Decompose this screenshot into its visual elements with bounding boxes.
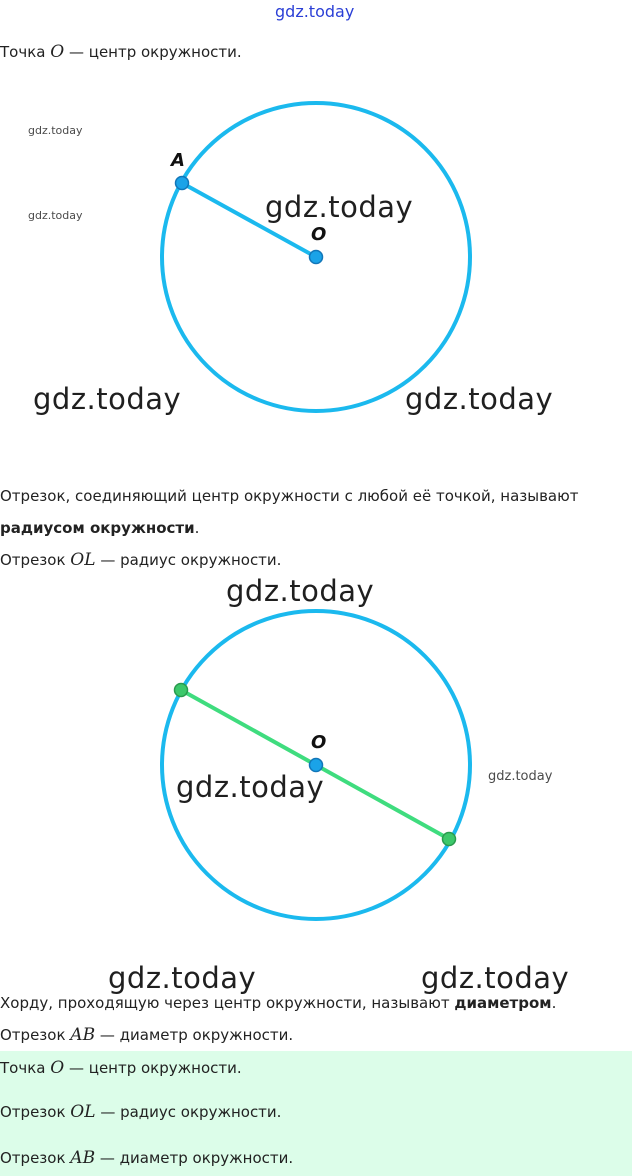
math-var: OL — [70, 550, 96, 570]
label-a: A — [171, 150, 185, 171]
summary-item-diameter — [0, 1148, 293, 1168]
line-prefix: Отрезок — [0, 1149, 66, 1167]
point-a — [176, 177, 189, 190]
point-end-2 — [443, 833, 456, 846]
line-prefix: Отрезок — [0, 1103, 66, 1121]
summary-item-center — [0, 1058, 242, 1078]
line-suffix: — центр окружности. — [68, 43, 242, 61]
diameter-text: Хорду, проходящую через центр окружности, называют — [0, 994, 450, 1012]
summary-box — [0, 1051, 632, 1176]
watermark-large-4: gdz.today — [226, 574, 375, 608]
line-suffix: — центр окружности. — [68, 1059, 242, 1077]
watermark-large-6: gdz.today — [108, 961, 257, 995]
line-radius-example — [0, 550, 281, 570]
diameter-definition — [0, 993, 556, 1013]
watermark-small-3: gdz.today — [488, 769, 553, 784]
label-o-2: O — [311, 732, 327, 753]
watermark-large-3: gdz.today — [405, 382, 554, 416]
line-prefix: Отрезок — [0, 1026, 66, 1044]
term-diameter: диаметром — [454, 994, 552, 1012]
watermark-large-7: gdz.today — [421, 961, 570, 995]
figure-radius — [162, 103, 470, 411]
period: . — [551, 994, 557, 1012]
line-suffix: — диаметр окружности. — [99, 1149, 294, 1167]
period: . — [194, 519, 200, 537]
summary-item-radius — [0, 1102, 281, 1122]
line-diameter-example — [0, 1025, 293, 1045]
line-suffix: — радиус окружности. — [100, 551, 282, 569]
watermark-large-5: gdz.today — [176, 770, 325, 804]
watermark-large-1: gdz.today — [265, 190, 414, 224]
line-suffix: — радиус окружности. — [100, 1103, 282, 1121]
math-var: AB — [70, 1148, 96, 1168]
point-o-1 — [310, 251, 323, 264]
math-var: AB — [70, 1025, 96, 1045]
math-var: O — [50, 42, 65, 62]
watermark-top: gdz.today — [275, 2, 355, 21]
figure-diameter — [162, 611, 470, 919]
line-prefix: Точка — [0, 43, 46, 61]
line-prefix: Отрезок — [0, 551, 66, 569]
radius-definition: Отрезок, соединяющий центр окружности с любой её точкой, называют — [0, 487, 579, 505]
math-var: O — [50, 1058, 65, 1078]
line-prefix: Точка — [0, 1059, 46, 1077]
label-o-1: O — [311, 224, 327, 245]
term-radius: радиусом окружности — [0, 519, 195, 537]
math-var: OL — [70, 1102, 96, 1122]
watermark-small-2: gdz.today — [28, 209, 83, 222]
line-suffix: — диаметр окружности. — [99, 1026, 294, 1044]
watermark-small-1: gdz.today — [28, 124, 83, 137]
radius-definition-continued — [0, 518, 199, 538]
watermark-large-2: gdz.today — [33, 382, 182, 416]
point-end-1 — [175, 684, 188, 697]
